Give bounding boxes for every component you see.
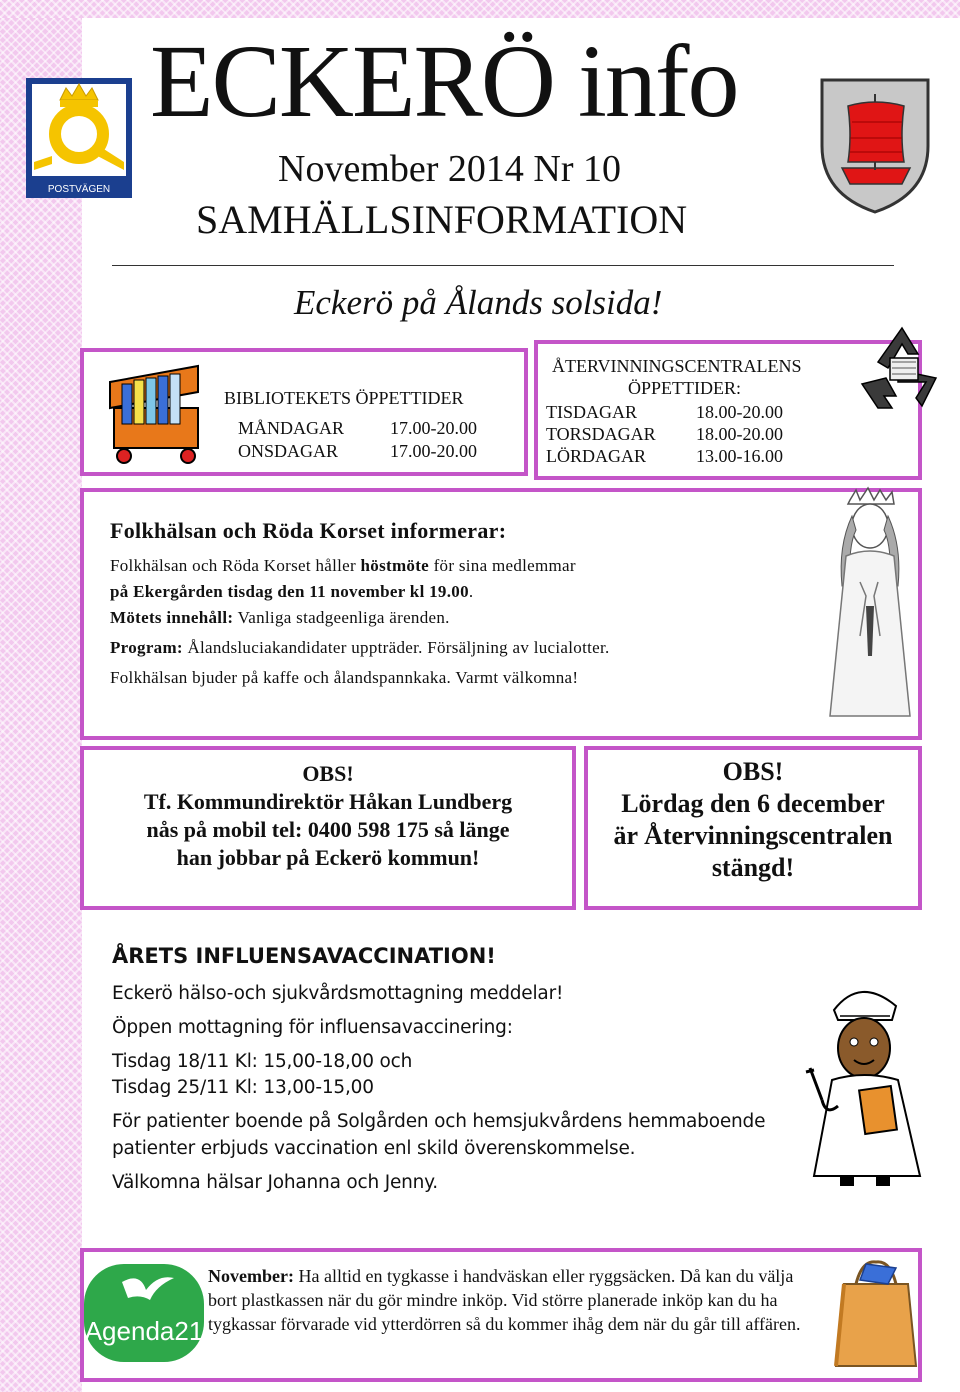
folkhalsan-line: på Ekergården tisdag den 11 november kl 19.00. bbox=[110, 582, 474, 601]
obs-label: OBS! bbox=[302, 761, 354, 786]
folkhalsan-line: Folkhälsan bjuder på kaffe och ålandspannkaka. Varmt välkomna! bbox=[110, 668, 579, 687]
recycling-time: 13.00-16.00 bbox=[696, 446, 783, 466]
obs-notice-director bbox=[84, 760, 572, 872]
postvagen-logo bbox=[26, 78, 132, 198]
obs-line: stängd! bbox=[711, 853, 795, 882]
obs-notice-recycling bbox=[588, 756, 918, 884]
library-row bbox=[238, 418, 477, 439]
influenza-line: Eckerö hälso-och sjukvårdsmottagning meddelar! bbox=[112, 983, 564, 1004]
folkhalsan-line: Program: Ålandsluciakandidater uppträder. Försäljning av lucialotter. bbox=[110, 638, 610, 657]
obs-line: Lördag den 6 december bbox=[621, 789, 885, 818]
library-heading: BIBLIOTEKETS ÖPPETTIDER bbox=[224, 388, 464, 408]
recycling-heading-sub: ÖPPETTIDER: bbox=[628, 378, 742, 398]
recycling-row bbox=[546, 446, 783, 467]
agenda21-logo-text: Agenda21 bbox=[84, 1316, 204, 1346]
folkhalsan-line: Folkhälsan och Röda Korset håller höstmöte för sina medlemmar bbox=[110, 556, 576, 575]
influenza-heading: ÅRETS INFLUENSAVACCINATION! bbox=[112, 944, 496, 968]
folkhalsan-line: Mötets innehåll: Vanliga stadgeenliga ärenden. bbox=[110, 608, 450, 627]
postvagen-logo-text: POSTVÄGEN bbox=[47, 184, 111, 195]
library-day: MÅNDAGAR bbox=[238, 418, 345, 438]
library-day: ONSDAGAR bbox=[238, 441, 339, 461]
recycling-row bbox=[546, 402, 783, 423]
influenza-line: För patienter boende på Solgården och hemsjukvårdens hemmaboende bbox=[112, 1111, 766, 1132]
library-time: 17.00-20.00 bbox=[390, 441, 477, 461]
library-time: 17.00-20.00 bbox=[390, 418, 477, 438]
agenda21-tip-text: November: Ha alltid en tygkasse i handväskan eller ryggsäcken. Då kan du välja bort plastkassen när du gör mindre inköp. Vid större planerade inköp kan du ha tygkassar förvarade vid ytterdörren så du kommer ihåg dem när du går till affären. bbox=[208, 1266, 801, 1334]
obs-line: nås på mobil tel: 0400 598 175 så länge bbox=[146, 817, 510, 842]
recycling-symbol-icon bbox=[852, 322, 952, 418]
ship-coat-of-arms-icon bbox=[818, 76, 932, 216]
library-row bbox=[238, 441, 477, 462]
obs-line: Tf. Kommundirektör Håkan Lundberg bbox=[143, 789, 513, 814]
shopping-bag-icon bbox=[826, 1256, 926, 1370]
library-cart-icon bbox=[100, 362, 208, 466]
folkhalsan-heading: Folkhälsan och Röda Korset informerar: bbox=[110, 518, 507, 543]
nurse-illustration-icon bbox=[800, 976, 930, 1190]
recycling-heading: ÅTERVINNINGSCENTRALENS bbox=[552, 356, 802, 376]
agenda21-logo bbox=[84, 1264, 204, 1362]
influenza-line: Tisdag 25/11 Kl: 13,00-15,00 bbox=[112, 1077, 374, 1098]
influenza-line: patienter erbjuds vaccination enl skild överenskommelse. bbox=[112, 1138, 636, 1159]
recycling-day: TORSDAGAR bbox=[546, 424, 656, 444]
recycling-time: 18.00-20.00 bbox=[696, 424, 783, 444]
recycling-time: 18.00-20.00 bbox=[696, 402, 783, 422]
obs-label: OBS! bbox=[722, 757, 784, 786]
influenza-line: Välkomna hälsar Johanna och Jenny. bbox=[112, 1172, 438, 1193]
decorative-side-stripe bbox=[0, 0, 82, 1392]
lucia-illustration-icon bbox=[820, 486, 920, 722]
obs-line: han jobbar på Eckerö kommun! bbox=[176, 845, 480, 870]
decorative-top-stripe bbox=[0, 0, 960, 18]
influenza-line: Öppen mottagning för influensavaccinering: bbox=[112, 1017, 513, 1038]
issue-subtitle: November 2014 Nr 10 bbox=[278, 148, 621, 190]
header-divider bbox=[112, 265, 894, 266]
tagline: Eckerö på Ålands solsida! bbox=[294, 283, 663, 322]
influenza-line: Tisdag 18/11 Kl: 15,00-18,00 och bbox=[112, 1051, 413, 1072]
category-title: SAMHÄLLSINFORMATION bbox=[196, 197, 688, 242]
recycling-day: TISDAGAR bbox=[546, 402, 638, 422]
page-title: ECKERÖ info bbox=[150, 24, 738, 139]
recycling-day: LÖRDAGAR bbox=[546, 446, 647, 466]
obs-line: är Återvinningscentralen bbox=[613, 821, 893, 850]
recycling-row bbox=[546, 424, 783, 445]
